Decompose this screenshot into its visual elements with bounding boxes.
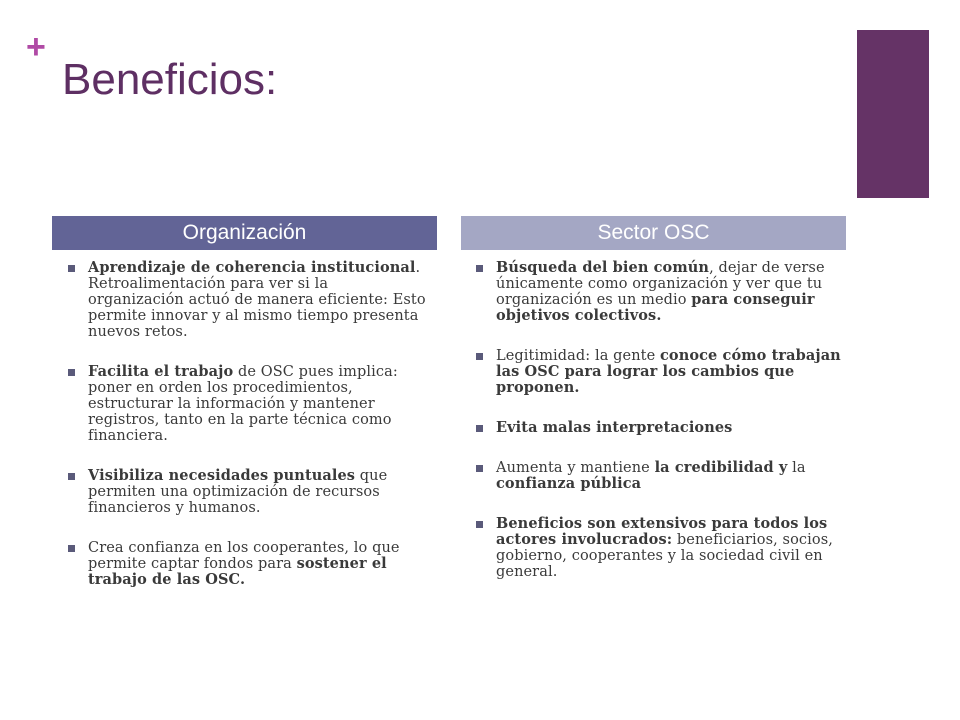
- body-text: Legitimidad: la gente: [496, 348, 660, 364]
- bold-text: confianza pública: [496, 475, 642, 492]
- body-text: que permiten una optimización de recursos financieros y humanos.: [88, 468, 388, 516]
- bold-text: Beneficios son extensivos para todos los actores involucrados:: [496, 515, 828, 548]
- list-item: [476, 420, 846, 436]
- square-bullet-icon: [476, 465, 483, 472]
- body-text: la: [787, 460, 806, 476]
- bold-text: Facilita el trabajo: [88, 363, 234, 380]
- bold-text: conoce cómo trabajan las OSC para lograr los cambios que proponen.: [496, 347, 841, 396]
- bold-text: sostener el trabajo de las OSC.: [88, 555, 387, 588]
- bold-text: Aprendizaje de coherencia institucional: [88, 259, 416, 276]
- column-organizacion: [68, 260, 428, 612]
- bold-text: la credibilidad y: [654, 459, 788, 476]
- column-header-organizacion: Organización: [52, 216, 437, 250]
- list-item: [68, 364, 428, 444]
- body-text: Aumenta y mantiene: [496, 460, 655, 476]
- square-bullet-icon: [68, 473, 75, 480]
- square-bullet-icon: [476, 521, 483, 528]
- body-text: de OSC pues implica: poner en orden los procedimientos, estructurar la información y mantener registros, tanto en la parte técnica como financiera.: [88, 364, 398, 444]
- list-item: [476, 460, 846, 492]
- column-header-sector-osc: Sector OSC: [461, 216, 846, 250]
- list-item: [476, 516, 846, 580]
- bold-text: Visibiliza necesidades puntuales: [88, 467, 356, 484]
- plus-icon: +: [26, 28, 46, 66]
- bold-text: Evita malas interpretaciones: [496, 419, 733, 436]
- accent-block: [857, 30, 929, 198]
- bold-text: Búsqueda del bien común: [496, 259, 710, 276]
- list-item: [68, 260, 428, 340]
- list-item: [476, 260, 846, 324]
- square-bullet-icon: [476, 425, 483, 432]
- list-item: [68, 540, 428, 588]
- slide-title: Beneficios:: [62, 55, 278, 104]
- square-bullet-icon: [476, 265, 483, 272]
- square-bullet-icon: [476, 353, 483, 360]
- benefits-list-sector-osc: [476, 260, 846, 580]
- square-bullet-icon: [68, 265, 75, 272]
- list-item: [68, 468, 428, 516]
- column-sector-osc: [476, 260, 846, 604]
- bold-text: para conseguir objetivos colectivos.: [496, 291, 815, 324]
- body-text: , dejar de verse únicamente como organización y ver que tu organización es un medio: [496, 260, 825, 308]
- body-text: . Retroalimentación para ver si la organización actuó de manera eficiente: Esto permite innovar y al mismo tiempo presenta nuevos retos.: [88, 260, 426, 340]
- body-text: beneficiarios, socios, gobierno, cooperantes y la sociedad civil en general.: [496, 532, 833, 580]
- benefits-list-organizacion: [68, 260, 428, 588]
- square-bullet-icon: [68, 369, 75, 376]
- square-bullet-icon: [68, 545, 75, 552]
- body-text: Crea confianza en los cooperantes, lo que permite captar fondos para: [88, 540, 400, 572]
- list-item: [476, 348, 846, 396]
